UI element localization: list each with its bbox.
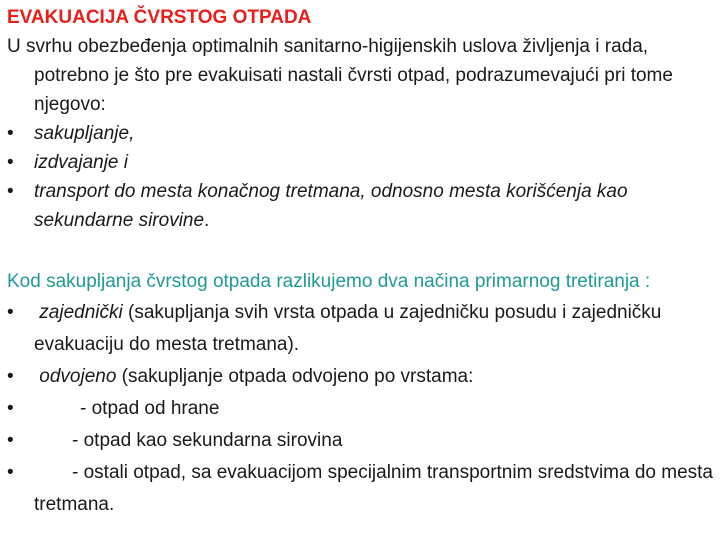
sub-item-text: - otpad od hrane	[80, 398, 220, 419]
bullet-marker: •	[7, 430, 14, 451]
section-collection-methods	[7, 267, 715, 521]
bullet-marker: •	[7, 398, 14, 419]
sub-item-text: - ostali otpad, sa evakuacijom specijalnim transportnim sredstvima do mesta tretmana.	[34, 462, 713, 515]
sub-item-text: - otpad kao sekundarna sirovina	[72, 430, 343, 451]
bullet-marker: •	[7, 181, 14, 202]
list-item	[7, 148, 715, 177]
method-description: (sakupljanje otpada odvojeno po vrstama:	[116, 366, 474, 387]
list-item	[7, 457, 715, 521]
list-item-text: transport do mesta konačnog tretmana, odnosno mesta korišćenja kao sekundarne sirovine	[34, 181, 628, 231]
method-term: zajednički	[39, 302, 123, 323]
bullet-marker: •	[7, 302, 14, 323]
list-item-text: izdvajanje i	[34, 152, 128, 173]
evacuation-steps-list	[7, 119, 715, 235]
bullet-marker: •	[7, 123, 14, 144]
slide	[7, 3, 715, 521]
list-item	[7, 119, 715, 148]
bullet-marker: •	[7, 462, 14, 483]
list-item	[7, 425, 715, 457]
list-item	[7, 177, 715, 235]
list-item-suffix: .	[204, 210, 210, 231]
method-term: odvojeno	[39, 366, 117, 387]
list-item	[7, 361, 715, 393]
list-item	[7, 297, 715, 361]
section-evacuation-intro	[7, 32, 715, 235]
bullet-marker: •	[7, 152, 14, 173]
collection-methods-list	[7, 297, 715, 521]
bullet-marker: •	[7, 366, 14, 387]
list-item	[7, 393, 715, 425]
intro-paragraph: U svrhu obezbeđenja optimalnih sanitarno-higijenskih uslova življenja i rada, potrebno je što pre evakuisati nastali čvrsti otpad, podrazumevajući pri tome njegovo:	[7, 36, 673, 115]
method-description: (sakupljanja svih vrsta otpada u zajedničku posudu i zajedničku evakuaciju do mesta tretmana).	[34, 302, 662, 355]
list-item-text: sakupljanje,	[34, 123, 135, 144]
slide-title: EVAKUACIJA ČVRSTOG OTPADA	[7, 7, 312, 28]
methods-intro-paragraph: Kod sakupljanja čvrstog otpada razlikujemo dva načina primarnog tretiranja :	[7, 271, 651, 292]
